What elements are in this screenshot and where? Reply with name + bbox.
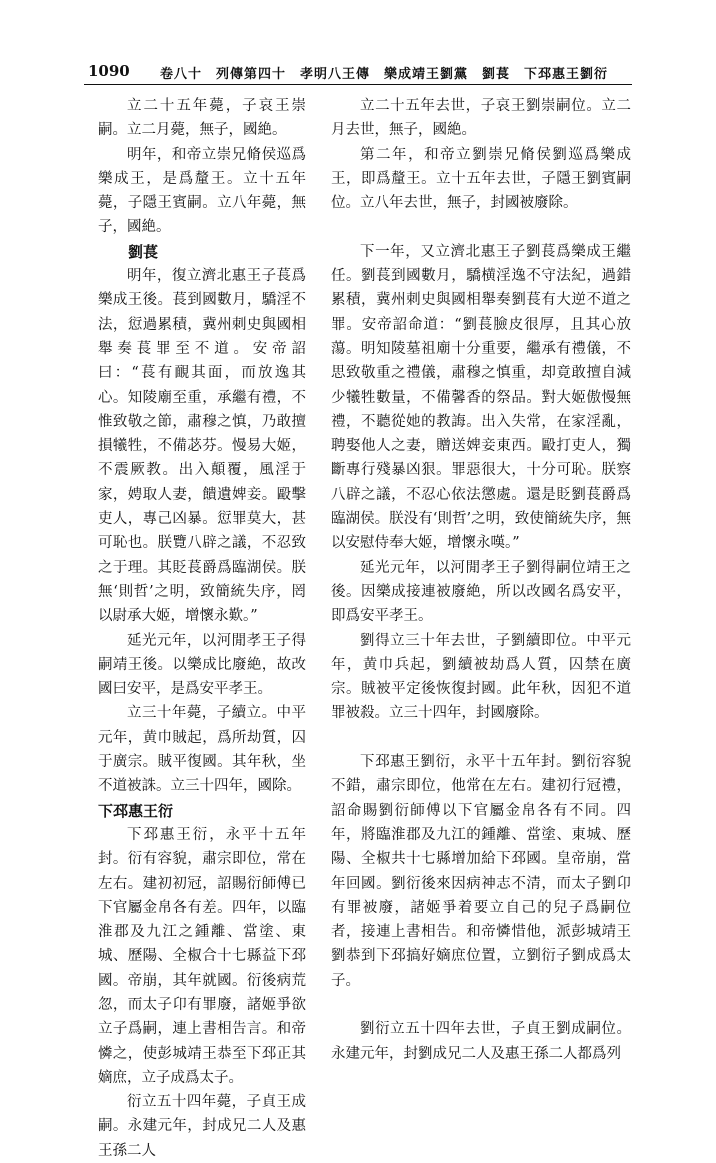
translation-paragraph: 第二年，和帝立劉崇兄脩侯劉巡爲樂成王，即爲釐王。立十五年去世，子隱王劉賓嗣位。立八年去世，無子，封國被廢除。: [331, 146, 631, 212]
translation-paragraph: 立二十五年去世，子哀王劉崇嗣位。立二月去世，無子，國絶。: [331, 98, 631, 139]
classical-paragraph: 明年，復立濟北惠王子萇爲樂成王後。萇到國數月，驕淫不法，愆過累積，冀州刺史與國相舉奏萇罪至不道。安帝詔曰：“萇有靦其面，而放逸其心。知陵廟至重，承繼有禮，不惟致敬之節，肅穆之慎，乃敢擅損犧牲，不備苾芬。慢易大姬，不震厥教。出入顛覆，風淫于家，娉取人妻，饋遺婢妾。毆擊吏人，專己凶暴。愆罪莫大，甚可恥也。朕覽八辟之議，不忍致之于理。其貶萇爵爲臨湖侯。朕無‘則哲’之明，致簡統失序，罔以尉承大姬，增懷永歎。”: [98, 268, 306, 625]
translation-paragraph: 下一年，又立濟北惠王子劉萇爲樂成王繼任。劉萇到國數月，驕横淫逸不守法紀，過錯累積，冀州刺史與國相舉奏劉萇有大逆不道之罪。安帝詔命道：“劉萇臉皮很厚，且其心放蕩。明知陵墓祖廟十分重要，繼承有禮儀，不思致敬重之禮儀，肅穆之慎重，却竟敢擅自減少犧牲數量，不備馨香的祭品。對大姬傲慢無禮，不聽從她的教誨。出入失常，在家淫亂，聘娶他人之妻，贈送婢妾東西。毆打吏人，獨斷專行殘暴凶狠。罪惡很大，十分可恥。朕察八辟之議，不忍心依法懲處。還是貶劉萇爵爲臨湖侯。朕没有‘則哲’之明，致使簡統失序，無以安慰侍奉大姬，增懷永嘆。”: [331, 243, 631, 552]
translation-paragraph: 下邳惠王劉衍，永平十五年封。劉衍容貌不錯，肅宗即位，他常在左右。建初行冠禮，詔命賜劉衍師傅以下官屬金帛各有不同。四年，將臨淮郡及九江的鍾離、當塗、東城、歷陽、全椒共十七縣增加給下邳國。皇帝崩，當年回國。劉衍後來因病神志不清，而太子劉卬有罪被廢，諸姬爭着要立自己的兒子爲嗣位者，接連上書相告。和帝憐惜他，派彭城靖王劉恭到下邳搞好嫡庶位置，立劉衍子劉成爲太子。: [331, 754, 631, 989]
classical-paragraph: 立三十年薨，子續立。中平元年，黄巾賊起，爲所劫質，囚于廣宗。賊平復國。其年秋，坐不道被誅。立三十四年，國除。: [98, 705, 306, 795]
classical-text-column: [98, 94, 306, 1163]
paragraph-gap: [331, 993, 631, 1017]
running-title: 卷八十 列傳第四十 孝明八王傳 樂成靖王劉黨 劉萇 下邳惠王劉衍: [160, 67, 609, 82]
translation-paragraph: 劉衍立五十四年去世，子貞王劉成嗣位。永建元年，封劉成兄二人及惠王孫二人都爲列: [331, 1021, 631, 1062]
classical-paragraph: 衍立五十四年薨，子貞王成嗣。永建元年，封成兄二人及惠王孫二人: [98, 1094, 306, 1159]
classical-paragraph: 立二十五年薨，子哀王崇嗣。立二月薨，無子，國絶。: [98, 98, 306, 139]
classical-paragraph: 明年，和帝立崇兄脩侯巡爲樂成王，是爲釐王。立十五年薨，子隱王賓嗣。立八年薨，無子，國絶。: [98, 146, 306, 236]
paragraph-gap: [331, 215, 631, 239]
header-rule: [84, 84, 632, 85]
translation-paragraph: 延光元年，以河閒孝王子劉得嗣位靖王之後。因樂成接連被廢絶，所以改國名爲安平，即爲安平孝王。: [331, 559, 631, 625]
translation-paragraph: 劉得立三十年去世，子劉續即位。中平元年，黄巾兵起，劉續被劫爲人質，囚禁在廣宗。賊被平定後恢復封國。此年秋，因犯不道罪被殺。立三十四年，封國廢除。: [331, 632, 631, 722]
classical-paragraph: 延光元年，以河閒孝王子得嗣靖王後。以樂成比廢絶，故改國曰安平，是爲安平孝王。: [98, 632, 306, 698]
page-header: [88, 62, 628, 84]
paragraph-gap: [331, 726, 631, 750]
translation-text-column: [331, 94, 631, 1066]
page-number: 1090: [88, 62, 130, 80]
classical-section-heading: 劉萇: [128, 242, 159, 261]
classical-section-heading: 下邳惠王衍: [98, 801, 174, 820]
classical-paragraph: 下邳惠王衍，永平十五年封。衍有容貌，肅宗即位，常在左右。建初初冠，詔賜衍師傅已下官屬金帛各有差。四年，以臨淮郡及九江之鍾離、當塗、東城、歷陽、全椒合十七縣益下邳國。帝崩，其年就國。衍後病荒忽，而太子卬有罪廢，諸姬爭欲立子爲嗣，連上書相告言。和帝憐之，使彭城靖王恭至下邳正其嫡庶，立子成爲太子。: [98, 826, 306, 1086]
